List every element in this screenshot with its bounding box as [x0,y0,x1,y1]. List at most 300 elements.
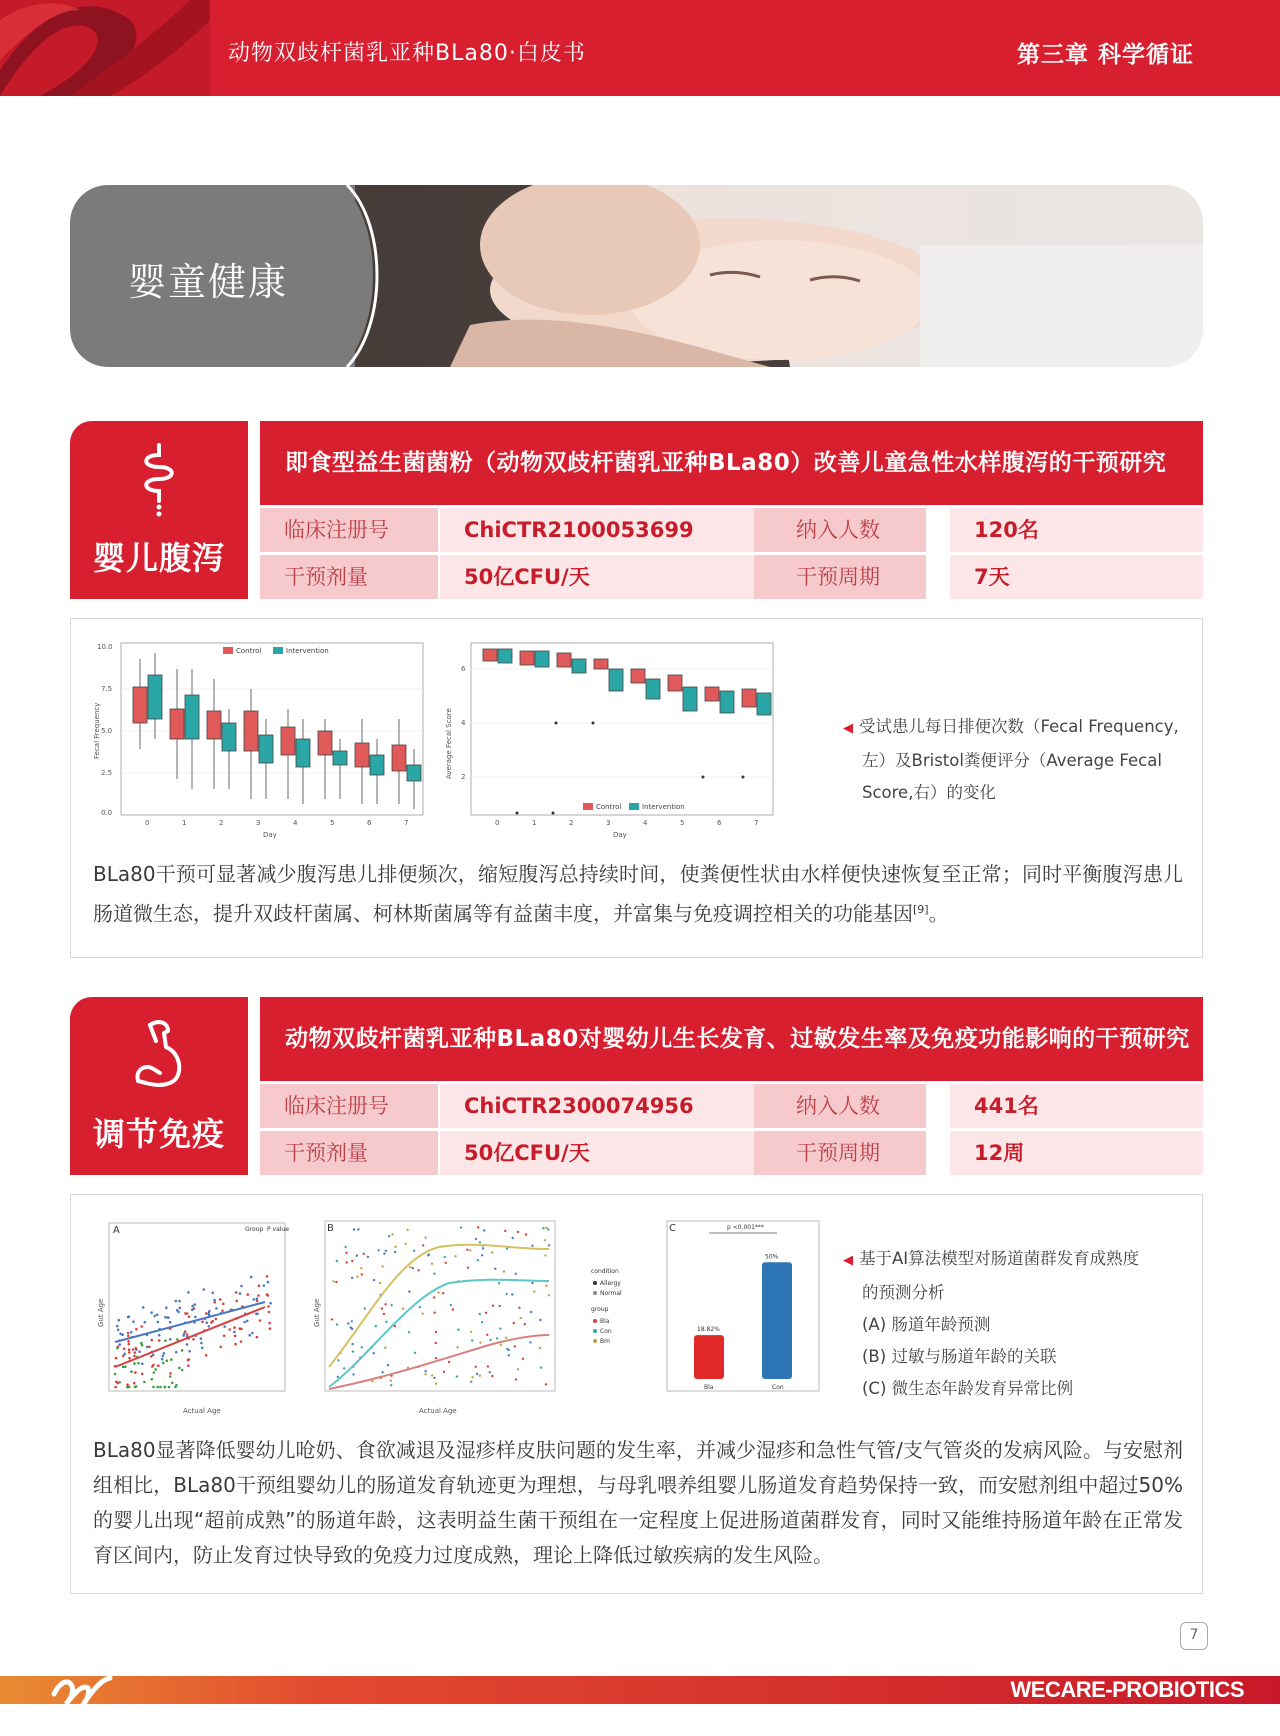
scatter-point [347,1322,349,1324]
legend-text: Normal [600,1290,622,1297]
scatter-point [128,1357,131,1360]
scatter-point [269,1302,272,1305]
study2-title: 动物双歧杆菌乳亚种BLa80对婴幼儿生长发育、过敏发生率及免疫功能影响的干预研究 [260,997,1203,1081]
scatter-point [384,1303,386,1305]
scatter-point [476,1373,478,1375]
scatter-point [165,1306,168,1309]
scatter-point [253,1298,256,1301]
y-axis-label: Fecal Frequency [93,702,101,759]
scatter-point [211,1320,214,1323]
scatter-point [233,1326,236,1329]
scatter-point [257,1294,260,1297]
x-axis-label: Actual Age [183,1407,221,1415]
scatter-point [200,1337,203,1340]
bar-value-label: 50% [765,1253,779,1261]
x-tick: 1 [182,819,187,827]
scatter-point [181,1369,184,1372]
scatter-point [191,1305,194,1308]
scatter-point [419,1306,421,1308]
scatter-point [391,1233,393,1235]
scatter-point [268,1322,271,1325]
scatter-point [213,1299,216,1302]
scatter-point [351,1260,353,1262]
scatter-point [142,1306,145,1309]
scatter-point [489,1371,491,1373]
study1-info-row [260,555,1203,601]
scatter-point [263,1284,266,1287]
scatter-point [140,1325,143,1328]
panel-tag: B [327,1223,334,1234]
scatter-point [344,1246,346,1248]
scatter-point [157,1364,160,1367]
scatter-point [437,1291,439,1293]
scatter-point [132,1348,135,1351]
scatter-point [187,1358,190,1361]
scatter-point [443,1371,445,1373]
scatter-point [130,1370,133,1373]
scatter-point [169,1321,172,1324]
scatter-point [452,1308,454,1310]
scatter-point [434,1312,436,1314]
scatter-point [115,1357,118,1360]
scatter-point [178,1300,181,1303]
scatter-point [350,1326,352,1328]
scatter-point [343,1367,345,1369]
scatter-point [466,1249,468,1251]
scatter-point [223,1325,226,1328]
scatter-point [431,1374,433,1376]
scatter-point [144,1321,147,1324]
scatter-point [433,1273,435,1275]
scatter-point [178,1367,181,1370]
scatter-point [169,1372,172,1375]
scatter-point [176,1309,179,1312]
scatter-point [424,1373,426,1375]
scatter-point [487,1365,489,1367]
scatter-point [539,1319,541,1321]
scatter-point [182,1334,185,1337]
scatter-point [469,1249,471,1251]
y-tick: 4 [461,719,466,727]
scatter-point [479,1241,481,1243]
scatter-point [506,1293,508,1295]
scatter-point [356,1276,358,1278]
scatter-point [164,1339,167,1342]
wecare-logo-icon [48,1664,118,1712]
scatter-point [130,1331,133,1334]
scatter-point [381,1265,383,1267]
scatter-point [235,1291,238,1294]
scatter-point [156,1314,159,1317]
brand-name: WECARE-PROBIOTICS [1010,1677,1244,1702]
scatter-point [356,1255,358,1257]
dose-value: 50亿CFU/天 [440,555,770,599]
scatter-point [205,1354,208,1357]
scatter-point [520,1317,522,1319]
enrollment-label: 纳入人数 [754,508,926,552]
scatter-point [141,1363,144,1366]
caption-line: 左）及Bristol粪便评分（Average Fecal [862,751,1162,770]
scatter-point [448,1361,450,1363]
scatter-point [122,1366,125,1369]
legend-text: Allergy [600,1280,621,1287]
x-axis-label: Day [263,831,277,839]
scatter-point [246,1320,249,1323]
caption-line: (C) 微生态年龄发育异常比例 [862,1379,1074,1398]
scatter-point [150,1311,153,1314]
scatter-point [233,1331,236,1334]
study1-summary [93,857,1183,932]
scatter-point [470,1331,472,1333]
study2-summary: BLa80显著降低婴幼儿呛奶、食欲减退及湿疹样皮肤问题的发生率，并减少湿疹和急性气管/支气管炎的发病风险。与安慰剂组相比，BLa80干预组婴幼儿的肠道发育轨迹更为理想，与母乳喂养组婴儿肠道发育趋势保持一致，而安慰剂组中超过50%的婴儿出现“超前成熟”的肠道年龄，这表明益生菌干预组在一定程度上促进肠道菌群发育，同时又能维持肠道年龄在正常发育区间内，防止发育过快导致的免疫力过度成熟，理论上降低过敏疾病的发生风险。 [93,1438,1183,1567]
scatter-point [162,1355,165,1358]
scatter-point [170,1358,173,1361]
x-tick: 4 [293,819,298,827]
scatter-point [548,1244,550,1246]
scatter-point [433,1296,435,1298]
scatter-point [146,1346,149,1349]
scatter-point [383,1313,385,1315]
duration-label: 干预周期 [754,555,926,599]
scatter-point [383,1252,385,1254]
registry-value: ChiCTR2100053699 [440,508,770,552]
scatter-point [239,1327,242,1330]
scatter-point [408,1290,410,1292]
x-tick: 2 [219,819,224,827]
scatter-point [346,1261,348,1263]
scatter-point [212,1292,215,1295]
legend-text: Bm [600,1338,610,1345]
scatter-point [507,1349,509,1351]
scatter-point [517,1368,519,1370]
caption-line: (A) 肠道年龄预测 [862,1315,991,1334]
scatter-point [128,1351,131,1354]
scatter-point [337,1359,339,1361]
scatter-point [258,1284,261,1287]
scatter-point [529,1341,531,1343]
chapter-title: 第三章 科学循证 [1016,42,1194,68]
y-tick: 6 [461,665,466,673]
scatter-point [188,1350,191,1353]
x-tick: 0 [495,819,500,827]
scatter-point [187,1291,190,1294]
y-tick: 10.0 [97,643,113,651]
scatter-point [530,1311,532,1313]
scatter-point [456,1375,458,1377]
scatter-point [169,1338,172,1341]
scatter-point [427,1254,429,1256]
scatter-point [114,1386,117,1389]
scatter-point [394,1246,396,1248]
scatter-point [486,1334,488,1336]
scatter-point [127,1332,130,1335]
study2-tab-label: 调节免疫 [92,1115,225,1153]
scatter-point [191,1308,194,1311]
scatter-point [116,1325,119,1328]
x-tick: 5 [680,819,685,827]
scatter-point [161,1358,164,1361]
x-tick: 4 [643,819,648,827]
caption-marker-icon: ◀ [843,1253,853,1268]
scatter-point [250,1276,253,1279]
hero-section-title: 婴童健康 [128,260,289,304]
scatter-point [494,1268,496,1270]
scatter-point [378,1249,380,1251]
scatter-point [221,1310,224,1313]
x-axis-label: Actual Age [419,1407,457,1415]
scatter-point [219,1298,222,1301]
scatter-point [450,1304,452,1306]
caption-line: (B) 过敏与肠道年龄的关联 [862,1347,1057,1366]
legend-intervention: Intervention [286,647,329,655]
scatter-point [544,1254,546,1256]
x-tick: 1 [532,819,537,827]
document-title: 动物双歧杆菌乳亚种BLa80·白皮书 [228,41,586,66]
scatter-point [524,1323,526,1325]
scatter-point [433,1377,435,1379]
scatter-point [138,1350,141,1353]
bar-category-label: Bla [704,1384,714,1391]
scatter-point [194,1303,197,1306]
scatter-point [470,1381,472,1383]
scatter-point [240,1340,243,1343]
caption-line: 受试患儿每日排便次数（Fecal Frequency, [859,717,1179,736]
scatter-point [137,1362,140,1365]
scatter-point [175,1300,178,1303]
scatter-point [126,1386,129,1389]
scatter-point [153,1371,156,1374]
legend-title: P value [267,1226,289,1233]
x-tick: 6 [717,819,722,827]
scatter-point [352,1373,354,1375]
scatter-point [492,1305,494,1307]
scatter-point [504,1230,506,1232]
study1-content-box [70,618,1203,958]
scatter-point [234,1343,237,1346]
scatter-point [477,1226,479,1228]
scatter-point [234,1335,237,1338]
scatter-point [123,1353,126,1356]
scatter-point [381,1307,383,1309]
scatter-point [256,1300,259,1303]
scatter-point [167,1316,170,1319]
scatter-point [184,1312,187,1315]
gut-age-scatter-a [95,1217,295,1417]
scatter-point [479,1341,481,1343]
scatter-point [214,1301,217,1304]
scatter-point [135,1328,138,1331]
scatter-point [352,1350,354,1352]
scatter-point [512,1237,514,1239]
scatter-point [379,1282,381,1284]
scatter-point [215,1307,218,1310]
scatter-point [363,1253,365,1255]
scatter-point [219,1346,222,1349]
scatter-point [483,1229,485,1231]
scatter-point [540,1366,542,1368]
x-tick: 3 [256,819,261,827]
scatter-point [118,1343,121,1346]
scatter-point [361,1346,363,1348]
page-number: 7 [1180,1622,1208,1650]
scatter-point [143,1381,146,1384]
panel-tag: C [669,1223,676,1234]
scatter-point [127,1335,130,1338]
scatter-point [500,1344,502,1346]
scatter-point [477,1259,479,1261]
scatter-point [128,1348,131,1351]
scatter-point [385,1321,387,1323]
y-tick: 7.5 [101,685,113,693]
scatter-point [505,1337,507,1339]
scatter-point [364,1307,366,1309]
panel-tag: A [113,1225,120,1236]
scatter-point [548,1294,550,1296]
scatter-point [479,1375,481,1377]
enrollment-value: 120名 [950,508,1203,552]
scatter-point [175,1384,178,1387]
scatter-point [522,1358,524,1360]
scatter-point [394,1251,396,1253]
y-axis-label: Gut Age [313,1298,321,1327]
study1-tab-label: 婴儿腹泻 [92,539,225,577]
scatter-point [186,1343,189,1346]
scatter-point [517,1231,519,1233]
legend-intervention: Intervention [642,803,685,811]
y-axis-label: Average Fecal Score [445,708,453,779]
scatter-point [151,1378,154,1381]
scatter-point [267,1305,270,1308]
scatter-point [435,1383,437,1385]
registry-value: ChiCTR2300074956 [440,1084,770,1128]
y-tick: 2 [461,773,466,781]
scatter-point [158,1334,161,1337]
scatter-point [351,1343,353,1345]
scatter-point [255,1313,258,1316]
scatter-point [332,1280,334,1282]
study2-tab [70,997,248,1175]
caption-marker-icon: ◀ [843,721,853,736]
scatter-point [205,1321,208,1324]
scatter-point [390,1304,392,1306]
scatter-point [444,1256,446,1258]
scatter-point [181,1349,184,1352]
scatter-point [518,1307,520,1309]
scatter-point [247,1293,250,1296]
study1-tab [70,421,248,599]
scatter-point [417,1269,419,1271]
study2-info-row [260,1131,1203,1177]
x-tick: 2 [569,819,574,827]
y-tick: 2.5 [101,769,113,777]
scatter-point [194,1316,197,1319]
scatter-point [499,1305,501,1307]
scatter-point [373,1352,375,1354]
scatter-point [201,1321,204,1324]
scatter-point [513,1322,515,1324]
scatter-point [134,1371,137,1374]
scatter-point [164,1316,167,1319]
scatter-point [475,1238,477,1240]
scatter-point [390,1380,392,1382]
scatter-point [371,1380,373,1382]
scatter-point [481,1254,483,1256]
scatter-point [152,1386,155,1389]
y-tick: 5.0 [101,727,113,735]
scatter-point [150,1355,153,1358]
fecal-score-boxplot [443,639,783,839]
scatter-point [409,1266,411,1268]
scatter-point [166,1359,169,1362]
scatter-point [266,1293,269,1296]
scatter-point [156,1386,159,1389]
chart-b-legend [591,1265,631,1375]
study1-figure-caption [843,711,1193,809]
scatter-point [544,1239,546,1241]
scatter-point [175,1351,178,1354]
scatter-point [457,1329,459,1331]
scatter-point [545,1383,547,1385]
duration-value: 7天 [950,555,1203,599]
scatter-point [336,1260,338,1262]
scatter-point [128,1343,131,1346]
scatter-point [158,1339,161,1342]
scatter-point [499,1327,501,1329]
scatter-point [162,1362,165,1365]
hero-banner [70,185,1203,367]
x-tick: 5 [330,819,335,827]
citation-ref: [9] [913,903,929,916]
scatter-point [405,1243,407,1245]
scatter-point [479,1313,481,1315]
scatter-point [127,1340,130,1343]
caption-line: Score,右）的变化 [862,783,996,802]
scatter-point [442,1292,444,1294]
scatter-point [406,1229,408,1231]
scatter-point [154,1368,157,1371]
scatter-point [163,1352,166,1355]
scatter-point [367,1256,369,1258]
scatter-point [435,1331,437,1333]
scatter-point [148,1346,151,1349]
legend-text: Con [600,1328,612,1335]
scatter-point [331,1318,333,1320]
scatter-point [119,1333,122,1336]
scatter-point [471,1376,473,1378]
bar-category-label: Con [772,1384,784,1391]
scatter-point [353,1228,355,1230]
scatter-point [542,1227,544,1229]
muscle-arm-icon [132,1017,186,1097]
intestine-icon [132,441,186,521]
y-axis-label: Gut Age [97,1298,105,1327]
scatter-point [118,1319,121,1322]
scatter-point [531,1282,533,1284]
scatter-point [385,1250,387,1252]
dose-label: 干预剂量 [260,1131,438,1175]
scatter-point [248,1334,251,1337]
brand-swoosh-decoration [0,0,210,96]
scatter-point [375,1325,377,1327]
legend-title: Group [245,1226,264,1233]
scatter-point [266,1275,269,1278]
scatter-point [471,1339,473,1341]
scatter-point [159,1386,162,1389]
scatter-point [491,1375,493,1377]
scatter-point [235,1300,238,1303]
legend-control: Control [596,803,622,811]
scatter-point [491,1251,493,1253]
